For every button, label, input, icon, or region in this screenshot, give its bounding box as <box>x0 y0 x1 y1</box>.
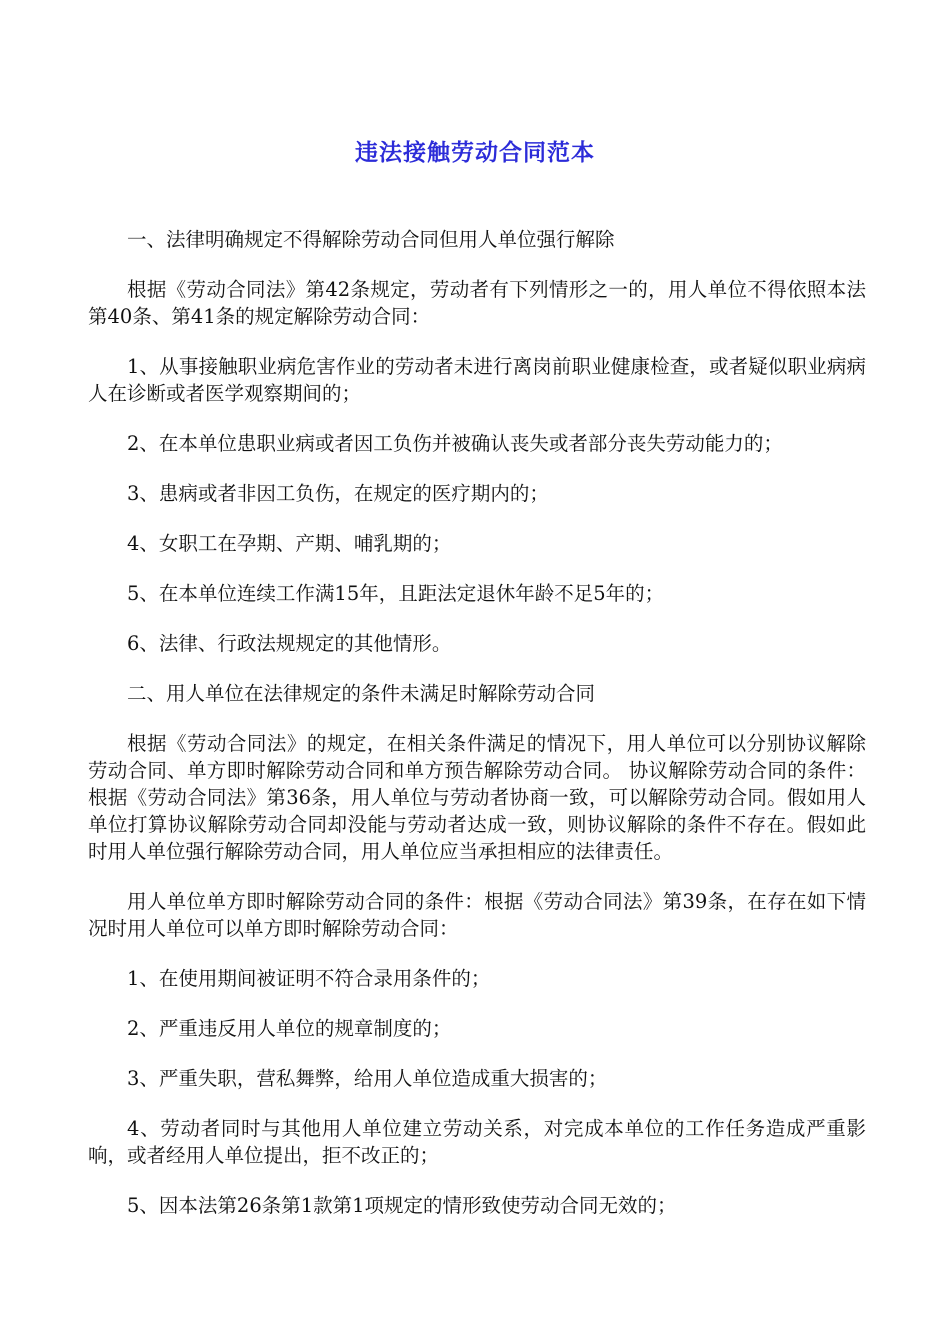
section-heading-1: 一、法律明确规定不得解除劳动合同但用人单位强行解除 <box>127 228 615 251</box>
section-heading-2: 二、用人单位在法律规定的条件未满足时解除劳动合同 <box>127 682 596 705</box>
list-item: 6、法律、行政法规规定的其他情形。 <box>127 632 452 655</box>
list-item: 2、严重违反用人单位的规章制度的； <box>127 1017 452 1040</box>
list-item: 3、患病或者非因工负伤，在规定的医疗期内的； <box>127 482 549 505</box>
list-item: 2、在本单位患职业病或者因工负伤并被确认丧失或者部分丧失劳动能力的； <box>127 432 783 455</box>
document-title: 违法接触劳动合同范本 <box>355 140 595 166</box>
paragraph: 用人单位单方即时解除劳动合同的条件：根据《劳动合同法》第39条，在存在如下情况时用人单位可以单方即时解除劳动合同： <box>88 890 866 940</box>
paragraph: 根据《劳动合同法》的规定，在相关条件满足的情况下，用人单位可以分别协议解除劳动合同、单方即时解除劳动合同和单方预告解除劳动合同。 协议解除劳动合同的条件：根据《劳动合同法》第36条，用人单位与劳动者协商一致，可以解除劳动合同。假如用人单位打算协议解除劳动合同却没能与劳动者达成一致，则协议解除的条件不存在。假如此时用人单位强行解除劳动合同，用人单位应当承担相应的法律责任。 <box>88 732 866 863</box>
list-item: 5、在本单位连续工作满15年，且距法定退休年龄不足5年的； <box>127 582 665 605</box>
document-body <box>88 226 866 1242</box>
list-item: 3、严重失职，营私舞弊，给用人单位造成重大损害的； <box>127 1067 608 1090</box>
paragraph: 根据《劳动合同法》第42条规定，劳动者有下列情形之一的，用人单位不得依照本法第40条、第41条的规定解除劳动合同： <box>88 278 866 328</box>
list-item: 4、劳动者同时与其他用人单位建立劳动关系，对完成本单位的工作任务造成严重影响，或者经用人单位提出，拒不改正的； <box>88 1117 866 1167</box>
list-item: 1、在使用期间被证明不符合录用条件的； <box>127 967 491 990</box>
list-item: 1、从事接触职业病危害作业的劳动者未进行离岗前职业健康检查，或者疑似职业病病人在诊断或者医学观察期间的； <box>88 355 866 405</box>
list-item: 4、女职工在孕期、产期、哺乳期的； <box>127 532 452 555</box>
list-item: 5、因本法第26条第1款第1项规定的情形致使劳动合同无效的； <box>127 1194 677 1217</box>
